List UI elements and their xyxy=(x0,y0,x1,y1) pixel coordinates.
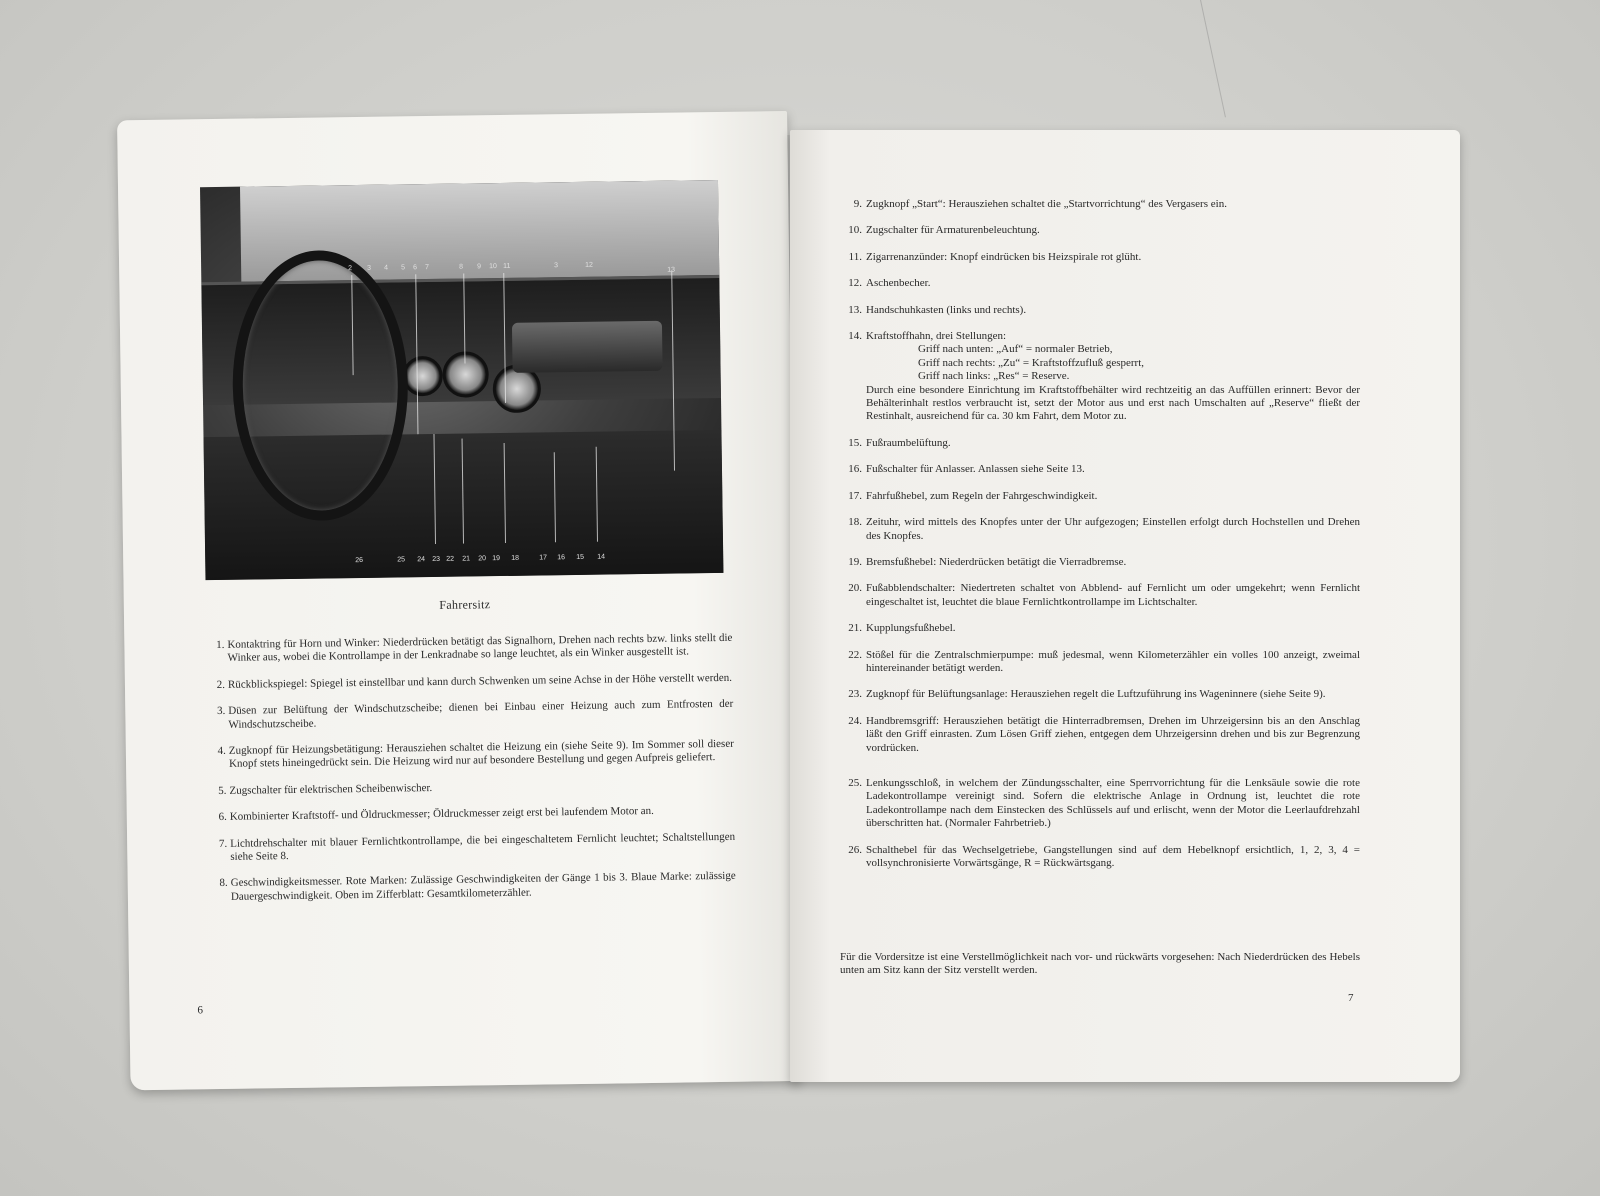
item-text: Rückblickspiegel: Spiegel ist einstellbar und kann durch Schwenken um seine Achse in der Höhe verstellt werden. xyxy=(227,671,733,691)
list-item xyxy=(840,688,1360,701)
list-item xyxy=(840,844,1360,871)
photo-caption: Fahrersitz xyxy=(439,597,491,612)
callout-number: 23 xyxy=(432,555,441,563)
page-number: 6 xyxy=(197,1004,204,1017)
list-item xyxy=(840,622,1360,635)
list-item xyxy=(203,698,733,732)
dashboard-photo xyxy=(200,180,723,580)
list-item xyxy=(840,224,1360,237)
callout-number: 8 xyxy=(459,263,464,271)
callout-number: 14 xyxy=(597,553,606,561)
item-number: 9. xyxy=(853,198,862,210)
right-page xyxy=(790,130,1460,1082)
callout-number: 4 xyxy=(384,264,389,272)
callout-number: 11 xyxy=(503,262,511,270)
item-text: Stößel für die Zentralschmierpumpe: muß jedesmal, wenn Kilometerzähler ein volles 100 anzeigt, zweimal hintereinander betätigt werden. xyxy=(866,648,1360,674)
item-number: 26. xyxy=(848,843,862,856)
callout-number: 25 xyxy=(397,556,406,564)
sub-line: Griff nach links: „Res“ = Reserve. xyxy=(918,370,1070,383)
callout-number: 20 xyxy=(478,555,487,563)
list-item xyxy=(205,804,735,825)
item-text: Zugschalter für elektrischen Scheibenwischer. xyxy=(229,781,433,797)
item-number: 12. xyxy=(848,277,862,290)
callout-number: 24 xyxy=(417,556,426,564)
item-text: Zugschalter für Armaturenbeleuchtung. xyxy=(866,224,1040,237)
item-number: 17. xyxy=(848,489,862,502)
list-item xyxy=(204,738,734,772)
item-text: Kraftstoffhahn, drei Stellungen: xyxy=(866,330,1007,343)
list-item xyxy=(840,556,1360,569)
glovebox xyxy=(512,321,663,373)
item-number: 16. xyxy=(848,463,862,476)
item-text: Düsen zur Belüftung der Windschutzscheibe; dienen bei Einbau einer Heizung auch zum Entfrosten der Windschutzscheibe. xyxy=(228,698,734,731)
item-number: 25. xyxy=(848,776,862,789)
list-item xyxy=(840,516,1360,543)
list-item xyxy=(840,463,1360,476)
table-pencil-mark xyxy=(1200,0,1244,117)
item-text: Geschwindigkeitsmesser. Rote Marken: Zulässige Geschwindigkeiten der Gänge 1 bis 3. Blaue Marke: zulässige Dauergeschwindigkeit. Oben im Zifferblatt: Gesamtkilometerzähler. xyxy=(230,870,736,903)
control-list-right xyxy=(840,198,1360,883)
item-number: 2. xyxy=(216,678,226,691)
list-item xyxy=(840,777,1360,831)
item-number: 8. xyxy=(219,877,228,890)
item-number: 19. xyxy=(848,555,862,568)
item-number: 11. xyxy=(848,250,862,263)
item-text: Kombinierter Kraftstoff- und Öldruckmesser; Öldruckmesser zeigt erst bei laufendem Motor an. xyxy=(229,805,654,824)
callout-number: 9 xyxy=(477,263,482,271)
item-text: Bremsfußhebel: Niederdrücken betätigt die Vierradbremse. xyxy=(866,555,1127,568)
list-item xyxy=(206,870,736,904)
list-item xyxy=(840,330,1360,424)
list-item xyxy=(840,715,1360,755)
item-text: Lichtdrehschalter mit blauer Fernlichtkontrollampe, die bei eingeschaltetem Fernlicht leuchtet; Schaltstellungen siehe Seite 8. xyxy=(230,830,736,863)
item-text: Fußabblendschalter: Niedertreten schaltet von Abblend- auf Fernlicht um oder umgekehrt; wenn Fernlicht eingeschaltet ist, leuchtet die blaue Fernlichtkontrollampe im Lichtschalter. xyxy=(866,582,1360,608)
callout-number: 6 xyxy=(413,264,418,272)
callout-number: 2 xyxy=(348,265,353,273)
control-list-left xyxy=(202,632,736,918)
item-number: 20. xyxy=(848,582,862,595)
item-text: Zugknopf „Start“: Herausziehen schaltet die „Startvorrichtung“ des Vergasers ein. xyxy=(866,198,1227,210)
item-number: 13. xyxy=(848,303,862,316)
item-text: Aschenbecher. xyxy=(866,277,931,290)
item-number: 14. xyxy=(848,330,862,343)
item-text: Zigarrenanzünder: Knopf eindrücken bis Heizspirale rot glüht. xyxy=(866,250,1142,263)
item-number: 6. xyxy=(218,811,227,824)
sub-line: Griff nach unten: „Auf“ = normaler Betrieb, xyxy=(918,343,1113,356)
list-item xyxy=(840,198,1360,211)
callout-number: 3 xyxy=(367,264,372,272)
list-item xyxy=(840,582,1360,609)
item-text-continued: Durch eine besondere Einrichtung im Kraftstoffbehälter wird rechtzeitig an das Auffüllen erinnert: Bevor der Behälterinhalt restlos verbraucht ist, setzt der Motor aus und erst nach Umschalten auf „Reserve“ fließt der Restinhalt, ausreichend für ca. 30 km Fahrt, dem Motor zu. xyxy=(866,383,1360,423)
list-item xyxy=(204,778,734,799)
item-text: Zugknopf für Belüftungsanlage: Herausziehen regelt die Luftzuführung ins Wageninnere (siehe Seite 9). xyxy=(866,688,1326,701)
callout-number: 3 xyxy=(554,262,559,270)
item-text: Kontaktring für Horn und Winker: Niederdrücken betätigt das Signalhorn, Drehen nach rechts bzw. links stellt die Winker aus, wobei die Kontrollampe in der Lenkradnabe so lange leuchtet, als ein Winker ausgestellt ist. xyxy=(227,631,733,665)
callout-number: 12 xyxy=(585,261,593,269)
callout-number: 7 xyxy=(425,264,430,272)
callout-number: 15 xyxy=(576,553,585,561)
list-item xyxy=(840,437,1360,450)
item-text: Zeituhr, wird mittels des Knopfes unter der Uhr aufgezogen; Einstellen erfolgt durch Hochstellen und Drehen des Knopfes. xyxy=(866,516,1360,542)
item-number: 10. xyxy=(848,224,862,237)
seat-adjustment-note: Für die Vordersitze ist eine Verstellmöglichkeit nach vor- und rückwärts vorgesehen: Nach Niederdrücken des Hebels unten am Sitz kann der Sitz verstellt werden. xyxy=(840,951,1360,977)
callout-number: 26 xyxy=(355,556,364,565)
callout-number: 22 xyxy=(446,555,455,563)
item-text: Zugknopf für Heizungsbetätigung: Herausziehen schaltet die Heizung ein (siehe Seite 9). Im Sommer soll dieser Knopf stets hineingedrückt sein. Die Heizung wird nur auf besondere Bestellung und gegen Aufpreis geliefert. xyxy=(228,737,734,771)
callout-number: 19 xyxy=(492,555,501,563)
list-item xyxy=(202,632,732,666)
page-number: 7 xyxy=(1348,992,1354,1004)
callout-number: 16 xyxy=(557,554,566,562)
callout-number: 5 xyxy=(401,264,406,272)
item-number: 18. xyxy=(848,516,862,529)
item-text: Fußschalter für Anlasser. Anlassen siehe Seite 13. xyxy=(866,463,1085,476)
item-number: 5. xyxy=(218,784,227,797)
callout-number: 17 xyxy=(539,554,548,562)
list-item xyxy=(840,490,1360,503)
item-number: 21. xyxy=(848,622,862,635)
list-item xyxy=(205,830,735,864)
item-text: Handschuhkasten (links und rechts). xyxy=(866,303,1027,316)
item-number: 4. xyxy=(217,744,226,758)
item-number: 23. xyxy=(848,688,862,701)
item-number: 15. xyxy=(848,436,862,449)
item-number: 7. xyxy=(218,837,228,850)
item-text: Fahrfußhebel, zum Regeln der Fahrgeschwindigkeit. xyxy=(866,489,1098,502)
callout-number: 13 xyxy=(667,266,676,274)
item-text: Kupplungsfußhebel. xyxy=(866,622,956,635)
item-text: Handbremsgriff: Herausziehen betätigt die Hinterradbremsen, Drehen im Uhrzeigersinn bis an den Anschlag läßt den Griff einrasten. Zum Lösen Griff ziehen, entgegen dem Uhrzeigersinn drehen und bis zur Begrenzung vordrücken. xyxy=(866,714,1360,754)
callout-number: 21 xyxy=(462,555,471,563)
list-item xyxy=(203,672,733,693)
item-number: 1. xyxy=(216,638,225,652)
item-text: Schalthebel für das Wechselgetriebe, Gangstellungen sind auf dem Hebelknopf ersichtlich, 1, 2, 3, 4 = vollsynchronisierte Vorwärtsgänge, R = Rückwärtsgang. xyxy=(866,843,1360,869)
list-item xyxy=(840,649,1360,676)
callout-number: 10 xyxy=(489,263,497,271)
left-page xyxy=(117,111,800,1090)
item-number: 3. xyxy=(216,705,226,718)
list-item xyxy=(840,304,1360,317)
item-number: 24. xyxy=(848,714,862,727)
callout-number: 18 xyxy=(511,554,520,562)
item-number: 22. xyxy=(848,648,862,661)
item-text: Fußraumbelüftung. xyxy=(866,436,951,449)
list-item xyxy=(840,251,1360,264)
list-item xyxy=(840,277,1360,290)
item-text: Lenkungsschloß, in welchem der Zündungsschalter, eine Sperrvorrichtung für die Lenksäule sowie die rote Ladekontrollampe vereinigt sind. Sofern die elektrische Anlage in Ordnung ist, leuchtet die rote Ladekontrollampe nach dem Einstecken des Schlüssels auf und erlischt, wenn der Motor die Leerlaufdrehzahl überschritten hat. (Normaler Fahrbetrieb.) xyxy=(866,776,1360,830)
sub-line: Griff nach rechts: „Zu“ = Kraftstoffzufluß gesperrt, xyxy=(918,356,1145,369)
